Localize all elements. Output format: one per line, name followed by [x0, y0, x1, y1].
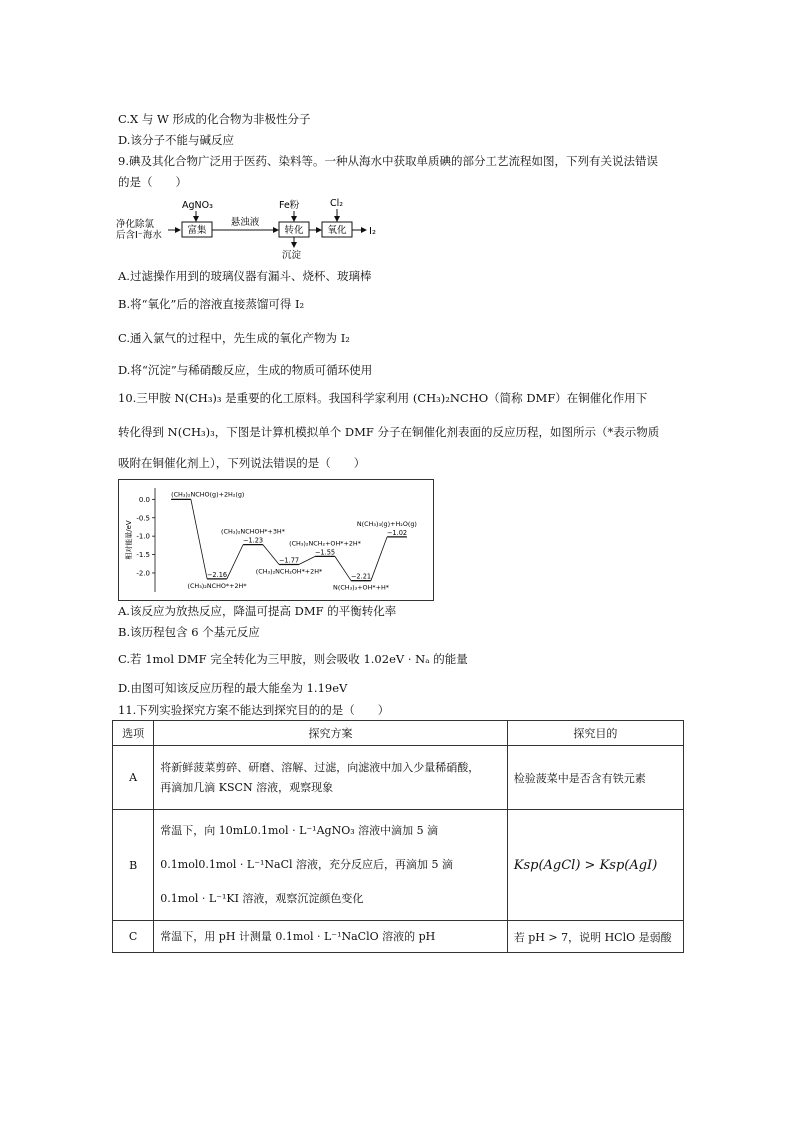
q8-option-c: C.X 与 W 形成的化合物为非极性分子: [118, 112, 311, 126]
flow-source-line2: 后含I⁻海水: [116, 230, 162, 241]
header-option: 选项: [113, 721, 154, 746]
q9-stem-line2: 的是（ ）: [118, 175, 187, 189]
q9-option-b: B.将“氧化”后的溶液直接蒸馏可得 I₂: [118, 297, 305, 311]
y-tick-label: -1.5: [136, 551, 150, 560]
q9-option-a: A.过滤操作用到的玻璃仪器有漏斗、烧杯、玻璃棒: [118, 269, 372, 283]
energy-value-label-2: −1.23: [242, 536, 264, 545]
energy-connector-4: [335, 556, 351, 580]
q10-stem-line3: 吸附在铜催化剂上），下列说法错误的是（ ）: [118, 456, 366, 470]
energy-level-label-5: N(CH₃)₃+OH*+H*: [333, 583, 389, 592]
row-b-goal: Ksp(AgCl) > Ksp(AgI): [507, 810, 683, 921]
flow-box-oxidize-label: 氧化: [327, 225, 347, 236]
energy-level-label-6: N(CH₃)₃(g)+H₂O(g): [356, 519, 417, 528]
q11-stem: 11.下列实验探究方案不能达到探究目的的是（ ）: [118, 703, 390, 717]
energy-level-label-2: (CH₃)₂NCHOH*+3H*: [221, 527, 285, 536]
table-row-c: [113, 921, 684, 953]
chart-ylabel: 相对能量/eV: [125, 520, 133, 560]
row-a-plan-line1: 将新鲜菠菜剪碎、研磨、溶解、过滤，向滤液中加入少量稀硝酸，: [160, 760, 480, 774]
q8-option-d: D.该分子不能与碱反应: [118, 133, 234, 147]
flow-source-line1: 净化除氯: [116, 219, 155, 230]
energy-level-label-0: (CH₃)₂NCHO(g)+2H₂(g): [171, 490, 245, 499]
energy-connector-1: [227, 545, 243, 579]
row-b-plan-line2: 0.1mol0.1mol · L⁻¹NaCl 溶液，充分反应后，再滴加 5 滴: [160, 858, 454, 871]
q10-option-d: D.由图可知该反应历程的最大能垒为 1.19eV: [118, 681, 348, 695]
flow-box-enrich-label: 富集: [187, 225, 207, 236]
energy-level-label-4: (CH₃)₂NCH₂+OH*+2H*: [289, 539, 361, 548]
energy-value-label-1: −2.16: [206, 570, 228, 579]
flow-reagent-cl2: Cl₂: [330, 198, 344, 209]
row-b-plan: [154, 810, 507, 921]
flow-reagent-agno3: AgNO₃: [182, 200, 213, 211]
row-a-plan: [154, 746, 507, 810]
energy-value-label-6: −1.02: [386, 528, 408, 537]
energy-connector-2: [263, 545, 279, 565]
energy-connector-0: [191, 499, 207, 578]
y-tick-label: -0.5: [136, 514, 150, 523]
energy-profile-chart: [118, 479, 434, 601]
energy-value-label-4: −1.55: [314, 548, 336, 557]
energy-connector-3: [299, 556, 315, 564]
energy-connector-5: [371, 537, 387, 581]
energy-value-label-3: −1.77: [278, 556, 300, 565]
row-c-plan-line1: 常温下，用 pH 计测量 0.1mol · L⁻¹NaClO 溶液的 pH: [160, 929, 436, 943]
flow-product-i2: I₂: [369, 226, 376, 237]
y-tick-label: -2.0: [136, 569, 150, 578]
flow-suspension-label: 悬浊液: [230, 217, 260, 228]
y-tick-label: 0.0: [138, 495, 150, 504]
q10-stem-line1: 10.三甲胺 N(CH₃)₃ 是重要的化工原料。我国科学家利用 (CH₃)₂NCHO（简称 DMF）在铜催化作用下: [118, 391, 648, 405]
row-a-plan-line2: 再滴加几滴 KSCN 溶液，观察现象: [160, 780, 334, 794]
q9-option-d: D.将“沉淀”与稀硝酸反应，生成的物质可循环使用: [118, 363, 373, 377]
q9-stem-line1: 9.碘及其化合物广泛用于医药、染料等。一种从海水中获取单质碘的部分工艺流程如图，下列有关说法错误: [118, 154, 658, 168]
flow-reagent-fe: Fe粉: [279, 200, 300, 211]
row-b-plan-line1: 常温下，向 10mL0.1mol · L⁻¹AgNO₃ 溶液中滴加 5 滴: [160, 824, 439, 837]
experiment-table: [112, 720, 684, 953]
q10-option-b: B.该历程包含 6 个基元反应: [118, 625, 260, 639]
row-a-goal: 检验菠菜中是否含有铁元素: [507, 746, 683, 810]
flow-precipitate-label: 沉淀: [282, 250, 302, 260]
table-row-b: [113, 810, 684, 921]
q10-stem-line2: 转化得到 N(CH₃)₃，下图是计算机模拟单个 DMF 分子在铜催化剂表面的反应历程，如图所示（*表示物质: [118, 425, 660, 439]
header-goal: 探究目的: [507, 721, 683, 746]
energy-value-label-5: −2.21: [350, 572, 372, 581]
energy-level-label-3: (CH₃)₂NCH₂OH*+2H*: [255, 567, 323, 576]
table-row-a: [113, 746, 684, 810]
flow-box-convert-label: 转化: [284, 225, 304, 236]
table-header-row: [113, 721, 684, 746]
row-c-goal: 若 pH > 7，说明 HClO 是弱酸: [507, 921, 683, 953]
header-plan: 探究方案: [154, 721, 507, 746]
q9-option-c: C.通入氯气的过程中，先生成的氧化产物为 I₂: [118, 331, 350, 345]
row-a-option: A: [113, 746, 154, 810]
energy-profile-svg: [119, 480, 433, 600]
row-b-option: B: [113, 810, 154, 921]
energy-level-label-1: (CH₃)₂NCHO*+2H*: [187, 581, 247, 590]
y-tick-label: -1.0: [136, 532, 150, 541]
q10-option-a: A.该反应为放热反应，降温可提高 DMF 的平衡转化率: [118, 604, 397, 618]
row-b-plan-line3: 0.1mol · L⁻¹KI 溶液，观察沉淀颜色变化: [160, 892, 364, 905]
q10-option-c: C.若 1mol DMF 完全转化为三甲胺，则会吸收 1.02eV · Nₐ 的能量: [118, 652, 468, 666]
row-c-plan: [154, 921, 507, 953]
iodine-process-flowchart: [116, 194, 386, 260]
row-c-option: C: [113, 921, 154, 953]
